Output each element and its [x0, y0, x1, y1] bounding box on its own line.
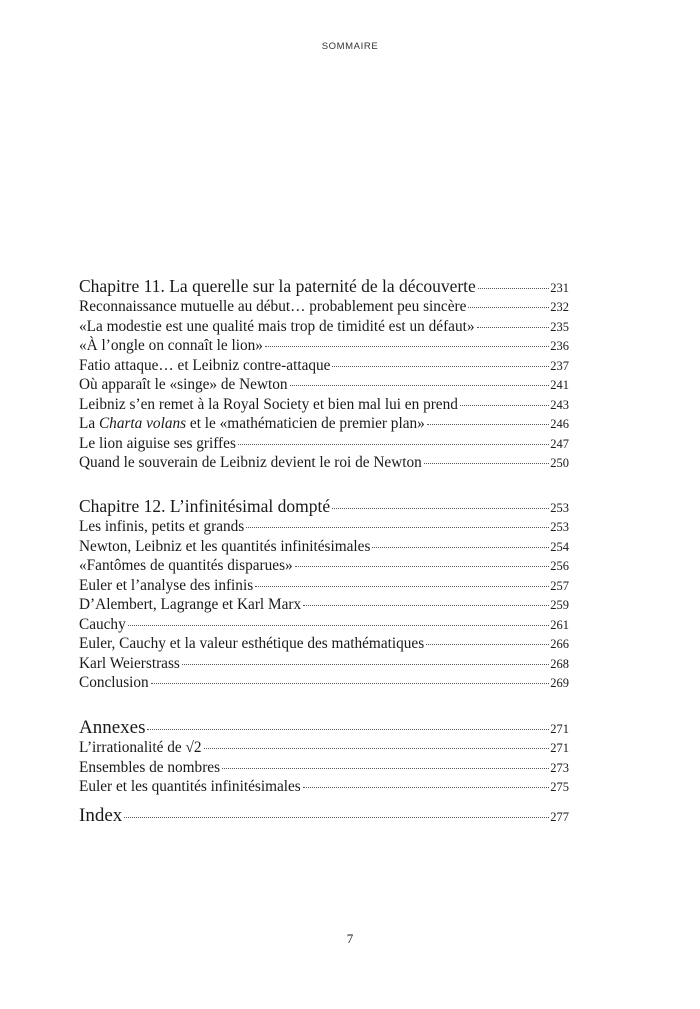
section-title: «Fantômes de quantités disparues» [79, 557, 293, 574]
section-title: Karl Weierstrass [79, 654, 180, 672]
toc-entry[interactable] [79, 654, 569, 674]
dot-leader [124, 817, 549, 818]
section-title: Le lion aiguise ses griffes [79, 434, 236, 452]
dot-leader [147, 729, 549, 730]
dot-leader [303, 787, 550, 788]
annexes-heading[interactable] [79, 717, 569, 738]
chapter-title: Index [79, 805, 123, 826]
page-number: 266 [550, 637, 569, 651]
page-number: 231 [550, 281, 569, 295]
toc-entry[interactable] [79, 576, 569, 596]
section-title: Euler, Cauchy et la valeur esthétique des mathématiques [79, 635, 425, 652]
page-number: 259 [550, 598, 569, 612]
toc-chapter-12 [79, 496, 569, 693]
chapter-title: Annexes [79, 717, 146, 738]
dot-leader [204, 748, 550, 749]
page-number: 241 [550, 378, 569, 392]
chapter-title: Chapitre 11. La querelle sur la paternité de la découverte [79, 276, 476, 296]
dot-leader [295, 566, 550, 567]
chapter-title: Chapitre 12. L’infinitésimal dompté [79, 496, 331, 516]
title-italic: Charta volans [98, 415, 187, 432]
dot-leader [222, 768, 549, 769]
dot-leader [128, 625, 550, 626]
page-number: 257 [550, 578, 569, 593]
toc-index [79, 805, 569, 826]
section-title: L’irrationalité de √2 [79, 739, 202, 756]
section-title: D’Alembert, Lagrange et Karl Marx [79, 596, 302, 613]
dot-leader [290, 385, 550, 386]
toc-entry[interactable] [79, 738, 569, 758]
toc-entry[interactable] [79, 777, 569, 797]
page-number: 253 [550, 501, 569, 515]
toc-entry[interactable] [79, 375, 569, 395]
toc-entry[interactable] [79, 634, 569, 654]
toc-annexes [79, 717, 569, 797]
dot-leader [424, 463, 549, 464]
toc-entry[interactable] [79, 758, 569, 778]
toc-entry[interactable] [79, 556, 569, 576]
page-number: 269 [550, 676, 569, 690]
dot-leader [426, 644, 549, 645]
section-title: Leibniz s’en remet à la Royal Society et bien mal lui en prend [79, 395, 458, 413]
dot-leader [468, 307, 549, 308]
section-title: Ensembles de nombres [79, 758, 221, 776]
running-head: SOMMAIRE [321, 41, 379, 52]
dot-leader [303, 605, 549, 606]
dot-leader [182, 664, 549, 665]
toc-entry[interactable] [79, 537, 569, 557]
page-number: 275 [550, 780, 569, 794]
section-title: Euler et les quantités infinitésimales [79, 778, 301, 795]
section-title: Conclusion [79, 674, 149, 691]
toc-entry[interactable] [79, 517, 569, 537]
page-number: 261 [550, 617, 569, 632]
section-title [79, 414, 425, 434]
toc-entry[interactable] [79, 336, 569, 356]
dot-leader [372, 547, 549, 548]
dot-leader [246, 527, 549, 528]
chapter-heading[interactable] [79, 496, 569, 517]
toc-entry[interactable] [79, 453, 569, 473]
section-title: «À l’ongle on connaît le lion» [79, 337, 263, 354]
page-number: 237 [550, 358, 569, 373]
page-number: 235 [550, 319, 569, 334]
dot-leader [332, 508, 549, 509]
page-number: 273 [550, 760, 569, 775]
toc-entry[interactable] [79, 317, 569, 337]
page-number: 247 [550, 436, 569, 451]
page-number: 232 [550, 300, 569, 314]
title-after: et le «mathématicien de premier plan» [186, 415, 425, 432]
folio-page-number: 7 [346, 931, 354, 946]
page-number: 250 [550, 456, 569, 470]
page-number: 243 [550, 397, 569, 412]
section-title: Quand le souverain de Leibniz devient le roi de Newton [79, 454, 422, 471]
toc-entry[interactable] [79, 297, 569, 317]
title-before: La [79, 415, 99, 432]
toc-entry[interactable] [79, 434, 569, 454]
toc-chapter-11 [79, 276, 569, 473]
toc-entry[interactable] [79, 414, 569, 434]
section-title: Newton, Leibniz et les quantités infinitésimales [79, 537, 371, 555]
toc-entry[interactable] [79, 615, 569, 635]
page-number: 236 [550, 339, 569, 353]
toc-entry[interactable] [79, 595, 569, 615]
dot-leader [460, 405, 549, 406]
page-number: 271 [550, 722, 569, 736]
toc-entry[interactable] [79, 673, 569, 693]
index-heading[interactable] [79, 805, 569, 826]
page-number: 277 [550, 810, 569, 824]
section-title: Cauchy [79, 615, 126, 633]
section-title: Où apparaît le «singe» de Newton [79, 376, 288, 393]
dot-leader [427, 424, 549, 425]
dot-leader [477, 327, 550, 328]
dot-leader [478, 288, 549, 289]
dot-leader [238, 444, 549, 445]
section-title: Euler et l’analyse des infinis [79, 576, 254, 594]
toc-entry[interactable] [79, 356, 569, 376]
dot-leader [265, 346, 549, 347]
section-title: Fatio attaque… et Leibniz contre-attaque [79, 356, 331, 374]
section-title: Les infinis, petits et grands [79, 518, 245, 535]
page-number: 254 [550, 539, 569, 554]
toc-entry[interactable] [79, 395, 569, 415]
chapter-heading[interactable] [79, 276, 569, 297]
section-title: «La modestie est une qualité mais trop de timidité est un défaut» [79, 317, 475, 335]
dot-leader [255, 586, 549, 587]
dot-leader [151, 683, 550, 684]
page-number: 256 [550, 559, 569, 573]
dot-leader [332, 366, 549, 367]
page-number: 253 [550, 520, 569, 534]
page-number: 271 [550, 741, 569, 755]
page-number: 246 [550, 417, 569, 431]
section-title: Reconnaissance mutuelle au début… probablement peu sincère [79, 298, 467, 315]
page-number: 268 [550, 656, 569, 671]
